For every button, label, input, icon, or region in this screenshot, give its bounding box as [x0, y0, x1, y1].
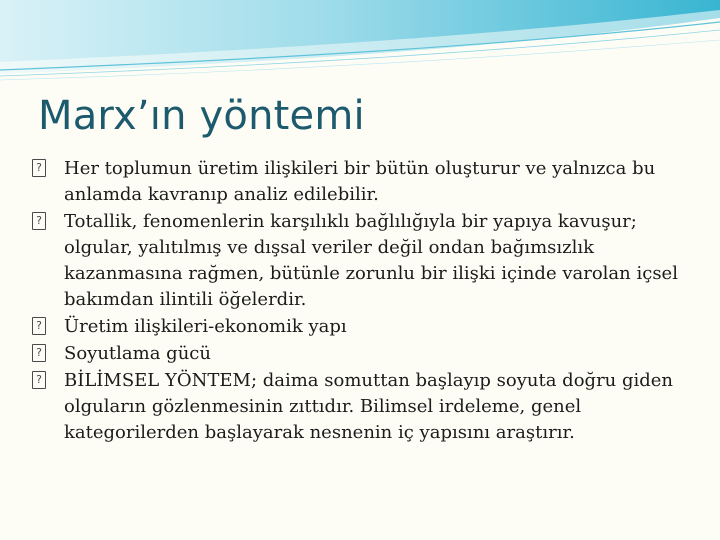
bullet-item: [32, 209, 692, 313]
bullet-item: [32, 314, 692, 340]
bullet-text: Soyutlama gücü: [64, 343, 211, 364]
bullet-item: [32, 341, 692, 367]
bullet-item: [32, 156, 692, 208]
bullet-text: BİLİMSEL YÖNTEM; daima somuttan başlayıp soyuta doğru giden olguların gözlenmesinin zıttıdır. Bilimsel irdeleme, genel kategorilerden başlayarak nesnenin iç yapısını araştırır.: [64, 370, 674, 443]
bullet-text: Her toplumun üretim ilişkileri bir bütün oluşturur ve yalnızca bu anlamda kavranıp analiz edilebilir.: [64, 158, 656, 205]
slide-title: Marx’ın yöntemi: [38, 93, 365, 139]
unknown-glyph-box-icon: [32, 159, 46, 177]
bullet-text: Üretim ilişkileri-ekonomik yapı: [64, 316, 347, 337]
unknown-glyph-box-icon: [32, 317, 46, 335]
bullet-item: [32, 368, 692, 446]
wave-header-decoration: [0, 0, 720, 90]
unknown-glyph-box-icon: [32, 212, 46, 230]
unknown-glyph-box-icon: [32, 344, 46, 362]
unknown-glyph-box-icon: [32, 371, 46, 389]
bullet-list: [32, 156, 692, 447]
bullet-text: Totallik, fenomenlerin karşılıklı bağlılığıyla bir yapıya kavuşur; olgular, yalıtılmış ve dışsal veriler değil ondan bağımsızlık kazanmasına rağmen, bütünle zorunlu bir ilişki içinde varolan içsel bakımdan ilintili öğelerdir.: [64, 211, 678, 310]
